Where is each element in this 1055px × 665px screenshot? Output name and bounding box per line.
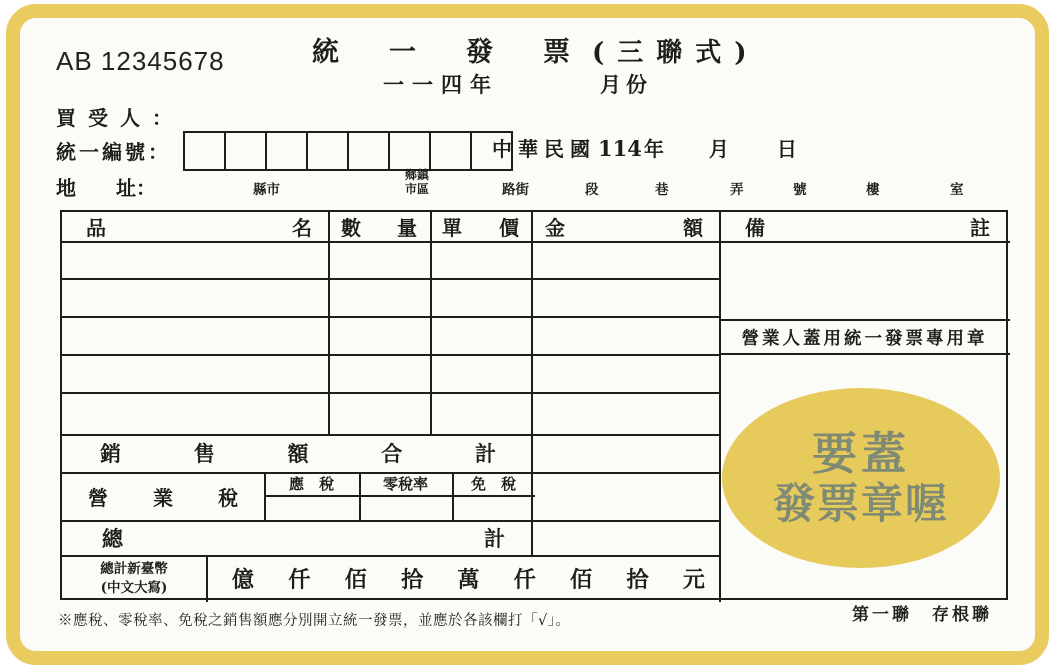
- grid-line: [531, 212, 533, 555]
- uniform-number-boxes: [183, 131, 513, 171]
- address-hint-county: 縣市: [253, 182, 280, 198]
- sticker-line2: 發票章喔: [772, 478, 949, 528]
- tax-type-zero-rate: 零稅率: [382, 475, 428, 493]
- roc-month-label: 月: [708, 137, 729, 161]
- address-hint-section: 段: [585, 182, 599, 198]
- uniform-number-box: [388, 131, 431, 171]
- grand-total-label: 總 計: [102, 525, 505, 551]
- uniform-number-box: [347, 131, 390, 171]
- sales-total-label: 銷 售 額 合 計: [100, 441, 496, 466]
- col-header-unit-price: 單 價: [442, 216, 519, 240]
- business-tax-label: 營 業 稅: [88, 485, 238, 510]
- form-title-main: 統一發票: [312, 37, 620, 68]
- roc-year: 114: [598, 136, 642, 161]
- tax-footnote: ※應稅、零稅率、免稅之銷售額應分別開立統一發票，並應於各該欄打「√」。: [58, 613, 571, 629]
- uniform-number-box: [224, 131, 267, 171]
- reminder-sticker: [722, 388, 1000, 568]
- grid-line: [430, 212, 432, 434]
- col-header-quantity: 數 量: [341, 216, 417, 240]
- address-hint-floor: 樓: [866, 182, 880, 198]
- address-hint-room: 室: [950, 182, 964, 198]
- uniform-number-box: [429, 131, 472, 171]
- address-hint-township: 鄉鎮 市區: [405, 168, 430, 196]
- uniform-number-label: 統一編號：: [56, 140, 171, 164]
- form-title-type: (三聯式): [592, 38, 760, 68]
- grid-line: [62, 354, 720, 356]
- grid-line: [62, 278, 720, 280]
- amount-unit-scale: 億 仟 佰 拾 萬 仟 佰 拾 元: [232, 567, 705, 593]
- col-header-item: 品 名: [86, 216, 312, 240]
- uniform-number-box: [183, 131, 226, 171]
- roc-date-line: [492, 133, 797, 162]
- address-hint-lane: 巷: [655, 182, 669, 198]
- grid-line: [62, 316, 720, 318]
- invoice-serial-number: AB 12345678: [56, 46, 225, 76]
- address-hint-number: 號: [793, 182, 807, 198]
- col-header-remarks: 備 註: [745, 216, 990, 240]
- grid-line: [62, 241, 1010, 243]
- grid-line: [328, 212, 330, 434]
- roc-day-label: 日: [776, 137, 797, 161]
- amount-in-words-label: 總計新臺幣 (中文大寫): [100, 560, 168, 596]
- roc-date-prefix: 中華民國: [492, 137, 596, 161]
- seller-stamp-note: 營業人蓋用統一發票專用章: [741, 328, 988, 349]
- address-hint-road: 路街: [502, 182, 529, 198]
- address-hint-alley: 弄: [730, 182, 744, 198]
- grid-line: [719, 212, 721, 602]
- address-label: 地 址：: [56, 176, 156, 200]
- form-title: [312, 30, 760, 69]
- buyer-label: 買受人：: [56, 106, 184, 130]
- sticker-line1: 要蓋: [811, 426, 910, 480]
- roc-year-suffix: 年: [643, 137, 664, 161]
- copy-label: 第一聯 存根聯: [852, 605, 992, 625]
- tax-type-taxable: 應 稅: [288, 475, 334, 493]
- uniform-number-box: [265, 131, 308, 171]
- grid-line: [264, 495, 535, 497]
- col-header-amount: 金 額: [545, 216, 703, 240]
- form-year: 一一四年: [383, 72, 499, 97]
- grid-line: [62, 392, 720, 394]
- tax-type-exempt: 免 稅: [470, 475, 516, 493]
- uniform-number-box: [306, 131, 349, 171]
- form-month: 月份: [600, 72, 652, 97]
